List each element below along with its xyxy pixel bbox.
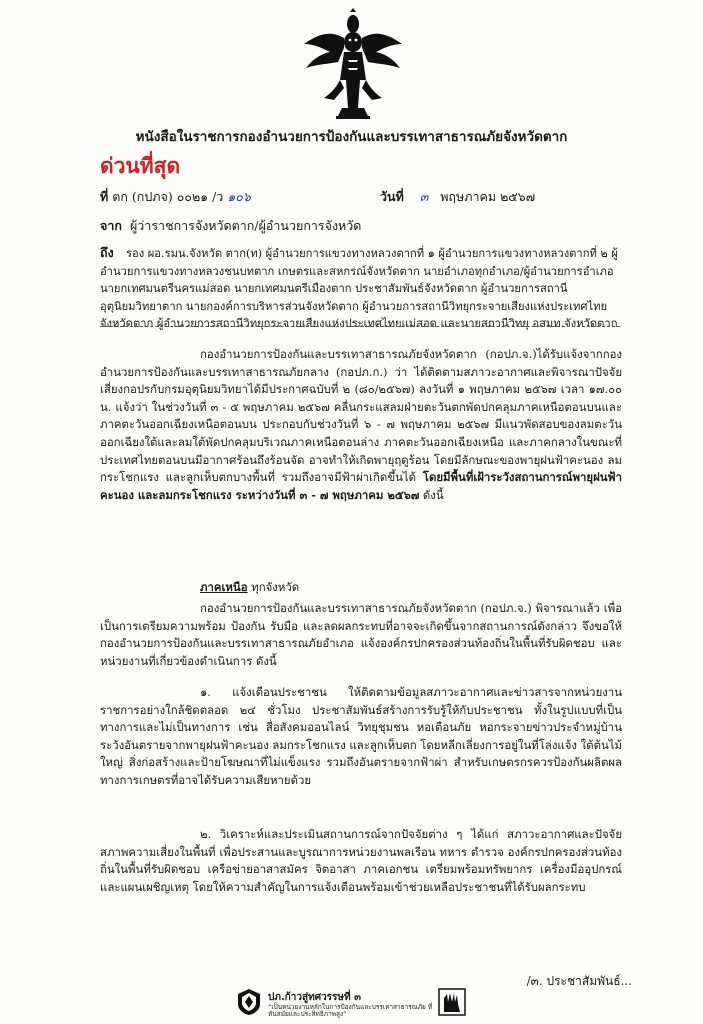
date-day-handwritten: ๓ — [419, 189, 429, 204]
footer — [236, 988, 466, 1018]
to-label: ถึง — [100, 245, 114, 260]
next-page-marker: /๓. ประชาสัมพันธ์... — [526, 974, 632, 988]
p1-bold-text: โดยมีพื้นที่เฝ้าระวังสถานการณ์พายุฝนฟ้าคะนอง และลมกระโชกแรง ระหว่างวันที่ ๓ - ๗ พฤษภาคม ๒๕๖๗ — [100, 470, 622, 502]
footer-tagline: “เป็นหน่วยงานหลักในการป้องกันและบรรเทาสาธารณภัย ที่ทันสมัยและประสิทธิภาพสูง” — [268, 1003, 433, 1018]
p2-text: กองอำนวยการป้องกันและบรรเทาสาธารณภัยจังหวัดตาก (กอปภ.จ.) พิจารณาแล้ว เพื่อเป็นการเตรียมความพร้อม ป้องกัน รับมือ และลดผลกระทบที่อาจจะเกิดขึ้นจากสถานการณ์ดังกล่าว จึงขอให้กองอำนวยการป้องกันและบรรเทาสาธารณภัยอำเภอ แจ้งองค์กรปกครองส่วนท้องถิ่นในพื้นที่รับผิดชอบ และหน่วยงานที่เกี่ยวข้องดำเนินการ ดังนี้ — [100, 601, 622, 668]
date-line — [380, 187, 535, 207]
urgency-label: ด่วนที่สุด — [100, 153, 181, 178]
region-label: ภาคเหนือ — [200, 580, 248, 594]
ref-label: ที่ — [100, 189, 109, 204]
date-rest: พฤษภาคม ๒๕๖๗ — [440, 189, 536, 204]
from-value: ผู้ว่าราชการจังหวัดตาก/ผู้อำนวยการจังหวัด — [129, 218, 362, 233]
from-label: จาก — [100, 218, 122, 233]
date-label: วันที่ — [380, 189, 404, 204]
divider — [100, 326, 620, 327]
body-paragraph-2 — [100, 600, 622, 670]
region-value: ทุกจังหวัด — [251, 580, 300, 594]
ref-value: ตก (กปภจ) ๐๐๒๑ /ว — [112, 189, 224, 204]
letterhead-title: หนังสือในราชการกองอำนวยการป้องกันและบรรเทาสาธารณภัยจังหวัดตาก — [135, 129, 568, 145]
footer-motto-title: ปภ.ก้าวสู่ทศวรรษที่ ๓ — [268, 992, 361, 1003]
to-value: รอง ผอ.รมน.จังหวัด ตาก(ท) ผู้อำนวยการแขวงทางหลวงตากที่ ๑ ผู้อำนวยการแขวงทางหลวงตากที่ ๒ ผู้อำนวยการแขวงทางหลวงชนบทตาก เกษตรและสหกรณ์จังหวัดตาก นายอำเภอทุกอำเภอ/ผู้อำนวยการอำเภอ นายกเทศมนตรีนครแม่สอด นายกเทศมนตรีเมืองตาก ประชาสัมพันธ์จังหวัดตาก ผู้อำนวยการสถานีอุตุนิยมวิทยาตาก นายกองค์การบริหารส่วนจังหวัดตาก ผู้อำนวยการสถานีวิทยุกระจายเสียงแห่งประเทศไทยจังหวัดตาก ผู้อำนวยการสถานีวิทยุกระจายเสียงแห่งประเทศไทยแม่สอด และนายสถานีวิทยุ อสมท.จังหวัดตาก — [100, 247, 618, 331]
body-paragraph-3 — [100, 684, 622, 790]
reference-line — [100, 187, 620, 207]
department-logo-icon — [236, 988, 262, 1016]
p3-text: ๑. แจ้งเตือนประชาชน ให้ติดตามข้อมูลสภาวะอากาศและข่าวสารจากหน่วยงานราชการอย่างใกล้ชิดตลอด ๒๔ ชั่วโมง ประชาสัมพันธ์สร้างการรับรู้ให้กับประชาชน ทั้งในรูปแบบที่เป็นทางการและไม่เป็นทางการ เช่น สื่อสังคมออนไลน์ วิทยุชุมชน หอเตือนภัย หอกระจายข่าวประจำหมู่บ้าน ระวังอันตรายจากพายุฝนฟ้าคะนอง ลมกระโชกแรง และลูกเห็บตก โดยหลีกเลี่ยงการอยู่ในที่โล่งแจ้ง ใต้ต้นไม้ใหญ่ สิ่งก่อสร้างและป้ายโฆษณาที่ไม่แข็งแรง รวมถึงอันตรายจากฟ้าผ่า สำหรับเกษตรกรควรป้องกันผลิตผลทางการเกษตรที่อาจได้รับความเสียหายด้วย — [100, 685, 622, 787]
garuda-emblem-icon — [300, 8, 406, 120]
from-line — [100, 216, 361, 236]
p1-text: กองอำนวยการป้องกันและบรรเทาสาธารณภัยจังหวัดตาก (กอปภ.จ.)ได้รับแจ้งจากกองอำนวยการป้องกันและบรรเทาสาธารณภัยกลาง (กอปภ.ก.) ว่า ได้ติดตามสภาวะอากาศและพิจารณาปัจจัยเสี่ยงกอปรกับกรมอุตุนิยมวิทยาได้มีประกาศฉบับที่ ๒ (๘๐/๒๕๖๗) ลงวันที่ ๑ พฤษภาคม ๒๕๖๗ เวลา ๑๗.๐๐ น. แจ้งว่า ในช่วงวันที่ ๓ - ๕ พฤษภาคม ๒๕๖๗ คลื่นกระแสลมฝ่ายตะวันตกพัดปกคลุมภาคเหนือตอนบนและภาคตะวันออกเฉียงเหนือตอนบน ประกอบกับช่วงวันที่ ๖ - ๗ พฤษภาคม ๒๕๖๗ มีแนวพัดสอบของลมตะวันออกเฉียงใต้และลมใต้พัดปกคลุมบริเวณภาคเหนือตอนล่าง ภาคตะวันออกเฉียงเหนือ และภาคกลางในขณะที่ประเทศไทยตอนบนมีอากาศร้อนถึงร้อนจัด อาจทำให้เกิดพายุฤดูร้อน โดยมีลักษณะของพายุฝนฟ้าคะนอง ลมกระโชกแรง และลูกเห็บตกบางพื้นที่ รวมถึงอาจมีฟ้าผ่าเกิดขึ้นได้ — [100, 347, 622, 485]
p1-tail: ดังนี้ — [422, 487, 444, 502]
region-line — [200, 579, 299, 597]
hands-logo-icon — [438, 988, 466, 1016]
p4-text: ๒. วิเคราะห์และประเมินสถานการณ์จากปัจจัยต่าง ๆ ได้แก่ สภาวะอากาศและปัจจัยสภาพความเสี่ยงในพื้นที่ เพื่อประสานและบูรณาการหน่วยงานพลเรือน ทหาร ตำรวจ องค์กรปกครองส่วนท้องถิ่นในพื้นที่รับผิดชอบ เครือข่ายอาสาสมัคร จิตอาสา ภาคเอกชน เตรียมพร้อมทรัพยากร เครื่องมืออุปกรณ์ และแผนเผชิญเหตุ โดยให้ความสำคัญในการแจ้งเตือนพร้อมเข้าช่วยเหลือประชาชนที่ได้รับผลกระทบ — [100, 827, 622, 894]
body-paragraph-4 — [100, 826, 622, 896]
body-paragraph-1 — [100, 346, 622, 504]
to-line — [100, 244, 620, 333]
ref-number-handwritten: ๑๐๖ — [227, 189, 251, 204]
